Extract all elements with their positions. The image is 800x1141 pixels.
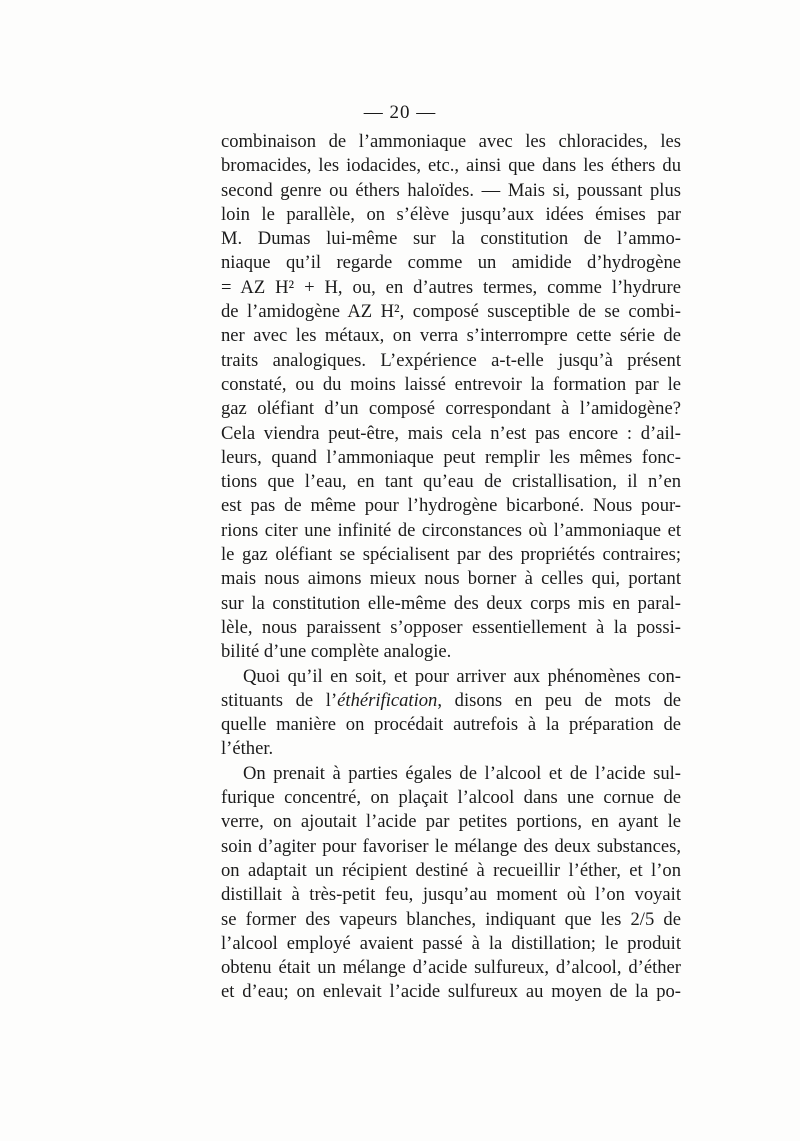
- text-line: [221, 713, 681, 737]
- text-line: [221, 251, 681, 275]
- text-line-content: rions citer une infinité de circonstances où l’ammoniaque et: [221, 519, 681, 541]
- text-line-content: on adaptait un récipient destiné à recueillir l’éther, et l’on: [221, 859, 681, 881]
- text-line-content: lèle, nous paraissent s’opposer essentiellement à la possi-: [221, 616, 681, 638]
- body-text: [221, 130, 681, 1005]
- text-line: [221, 567, 681, 591]
- text-line: [221, 762, 681, 786]
- text-line-content: est pas de même pour l’hydrogène bicarboné. Nous pour-: [221, 495, 681, 517]
- text-line-content: stituants de l’: [221, 689, 338, 711]
- text-line-content: second genre ou éthers haloïdes. — Mais si, poussant plus: [221, 179, 681, 201]
- text-line: [221, 494, 681, 518]
- text-line-content: Quoi qu’il en soit, et pour arriver aux phénomènes con-: [243, 665, 681, 687]
- text-line-content: l’alcool employé avaient passé à la distillation; le produit: [221, 932, 681, 954]
- text-line: [221, 179, 681, 203]
- text-line-content: ner avec les métaux, on verra s’interrompre cette série de: [221, 325, 681, 347]
- text-line-content: leurs, quand l’ammoniaque peut remplir les mêmes fonc-: [221, 446, 681, 468]
- text-line: [221, 519, 681, 543]
- text-line: [221, 446, 681, 470]
- text-line: [221, 835, 681, 859]
- text-line-content: combinaison de l’ammoniaque avec les chloracides, les: [221, 131, 681, 152]
- text-line: [221, 397, 681, 421]
- text-line: [221, 737, 681, 761]
- text-line: [221, 227, 681, 251]
- text-line: [221, 689, 681, 713]
- text-line: [221, 786, 681, 810]
- text-line-content: quelle manière on procédait autrefois à la préparation de: [221, 714, 681, 736]
- text-line: [221, 300, 681, 324]
- text-line-content: et d’eau; on enlevait l’acide sulfureux au moyen de la po-: [221, 981, 681, 1003]
- text-line-content: l’éther.: [221, 738, 274, 760]
- text-line: [221, 616, 681, 640]
- text-line-content: Cela viendra peut-être, mais cela n’est pas encore : d’ail-: [221, 422, 681, 444]
- text-line: [221, 203, 681, 227]
- text-line-content: bilité d’une complète analogie.: [221, 641, 452, 663]
- text-line: [221, 154, 681, 178]
- text-line-content: niaque qu’il regarde comme un amidide d’hydrogène: [221, 252, 681, 274]
- text-line: [221, 373, 681, 397]
- text-line: [221, 665, 681, 689]
- text-line: [221, 470, 681, 494]
- text-line: [221, 883, 681, 907]
- text-line: [221, 130, 681, 154]
- text-line: [221, 956, 681, 980]
- text-line-content: mais nous aimons mieux nous borner à celles qui, portant: [221, 568, 681, 590]
- text-line-content: furique concentré, on plaçait l’alcool dans une cornue de: [221, 787, 681, 809]
- text-line-content: gaz oléfiant d’un composé correspondant à l’amidogène?: [221, 398, 681, 420]
- text-line: [221, 640, 681, 664]
- text-line-content: distillait à très-petit feu, jusqu’au moment où l’on voyait: [221, 884, 681, 906]
- page-number: — 20 —: [363, 102, 437, 123]
- text-line: [221, 324, 681, 348]
- text-line-content: On prenait à parties égales de l’alcool et de l’acide sul-: [243, 762, 681, 784]
- text-line-content: se former des vapeurs blanches, indiquant que les 2/5 de: [221, 908, 681, 930]
- text-line: [221, 859, 681, 883]
- text-line: [221, 349, 681, 373]
- text-line-content: tions que l’eau, en tant qu’eau de cristallisation, il n’en: [221, 471, 681, 493]
- text-line: [221, 810, 681, 834]
- text-line-content: loin le parallèle, on s’élève jusqu’aux idées émises par: [221, 203, 681, 225]
- text-line-content: M. Dumas lui-même sur la constitution de l’ammo-: [221, 228, 681, 250]
- text-line: [221, 908, 681, 932]
- text-line-content: de l’amidogène AZ H², composé susceptible de se combi-: [221, 301, 681, 323]
- text-line-content: verre, on ajoutait l’acide par petites portions, en ayant le: [221, 811, 681, 833]
- text-line-content: bromacides, les iodacides, etc., ainsi que dans les éthers du: [221, 155, 681, 177]
- text-line: [221, 276, 681, 300]
- text-line-content: traits analogiques. L’expérience a-t-elle jusqu’à présent: [221, 349, 681, 371]
- text-line-content: sur la constitution elle-même des deux corps mis en paral-: [221, 592, 681, 614]
- text-line: [221, 422, 681, 446]
- text-line-content: soin d’agiter pour favoriser le mélange des deux substances,: [221, 835, 681, 857]
- text-line: [221, 932, 681, 956]
- text-line: [221, 592, 681, 616]
- text-line-content: obtenu était un mélange d’acide sulfureux, d’alcool, d’éther: [221, 957, 681, 979]
- text-line-content: constaté, ou du moins laissé entrevoir la formation par le: [221, 373, 681, 395]
- text-line: [221, 980, 681, 1004]
- text-line-continuation: , disons en peu de mots de: [437, 689, 682, 711]
- text-line: [221, 543, 681, 567]
- italic-term: éthérification: [337, 689, 438, 711]
- text-line-content: le gaz oléfiant se spécialisent par des propriétés contraires;: [221, 544, 681, 566]
- text-line-content: = AZ H² + H, ou, en d’autres termes, comme l’hydrure: [221, 276, 681, 298]
